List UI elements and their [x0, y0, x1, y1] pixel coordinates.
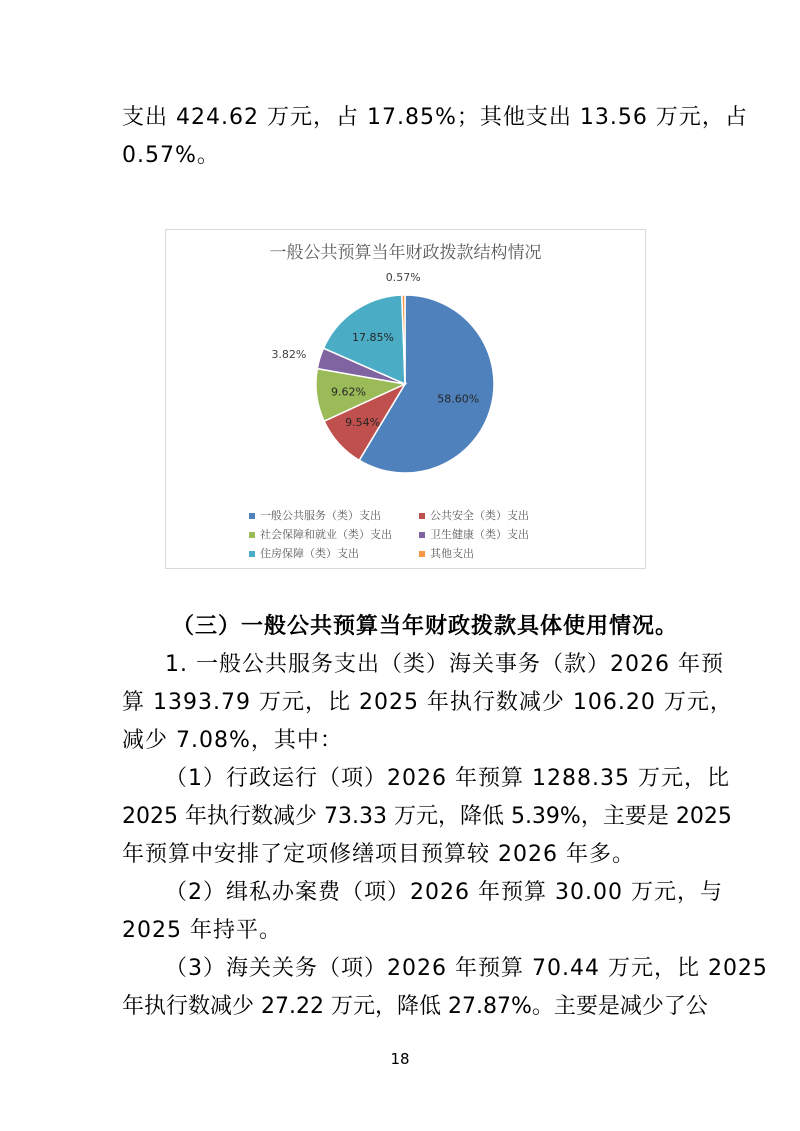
- body-line: 算 1393.79 万元，比 2025 年执行数减少 106.20 万元，: [122, 690, 733, 715]
- body-line: （1）行政运行（项）2026 年预算 1288.35 万元，比: [165, 766, 730, 791]
- pie-data-label: 0.57%: [385, 271, 421, 284]
- page-number: 18: [390, 1050, 410, 1068]
- body-line: 减少 7.08%，其中：: [122, 728, 343, 753]
- legend-swatch: [249, 551, 255, 557]
- legend-item: [249, 544, 419, 563]
- section-heading: （三）一般公共预算当年财政拨款具体使用情况。: [172, 614, 679, 639]
- body-line: 2025 年执行数减少 73.33 万元，降低 5.39%，主要是 2025: [122, 804, 732, 829]
- legend-swatch: [249, 513, 255, 519]
- legend-label: 社会保障和就业（类）支出: [260, 528, 392, 541]
- legend-swatch: [419, 513, 425, 519]
- pie-data-label: 3.82%: [271, 348, 307, 362]
- legend-label: 一般公共服务（类）支出: [260, 509, 381, 522]
- legend-swatch: [419, 551, 425, 557]
- legend-item: [249, 506, 419, 525]
- legend-label: 住房保障（类）支出: [260, 547, 359, 560]
- legend-item: [419, 544, 474, 563]
- body-line: 2025 年持平。: [122, 918, 282, 943]
- legend-item: [249, 525, 419, 544]
- pie-chart: [165, 229, 646, 569]
- pie-data-label: 9.62%: [331, 385, 366, 399]
- body-line: 年执行数减少 27.22 万元，降低 27.87%。主要是减少了公: [122, 994, 708, 1019]
- body-line: （2）缉私办案费（项）2026 年预算 30.00 万元，与: [165, 880, 723, 905]
- legend-label: 公共安全（类）支出: [430, 509, 529, 522]
- pie-data-label: 17.85%: [352, 330, 394, 344]
- legend-label: 其他支出: [430, 547, 474, 560]
- body-line: 0.57%。: [122, 143, 220, 168]
- legend-swatch: [419, 532, 425, 538]
- legend-item: [419, 506, 529, 525]
- pie-data-label: 9.54%: [345, 416, 381, 429]
- chart-title: 一般公共预算当年财政拨款结构情况: [269, 243, 542, 263]
- body-line: （3）海关关务（项）2026 年预算 70.44 万元，比 2025: [165, 956, 768, 981]
- legend-label: 卫生健康（类）支出: [430, 528, 529, 541]
- body-line: 支出 424.62 万元，占 17.85%；其他支出 13.56 万元，占: [122, 105, 748, 130]
- body-line: 年预算中安排了定项修缮项目预算较 2026 年多。: [122, 842, 635, 867]
- body-line: 1. 一般公共服务支出（类）海关事务（款）2026 年预: [165, 652, 724, 677]
- legend-swatch: [249, 532, 255, 538]
- pie-data-label: 58.60%: [437, 392, 480, 406]
- legend-item: [419, 525, 529, 544]
- chart-legend: [249, 506, 529, 563]
